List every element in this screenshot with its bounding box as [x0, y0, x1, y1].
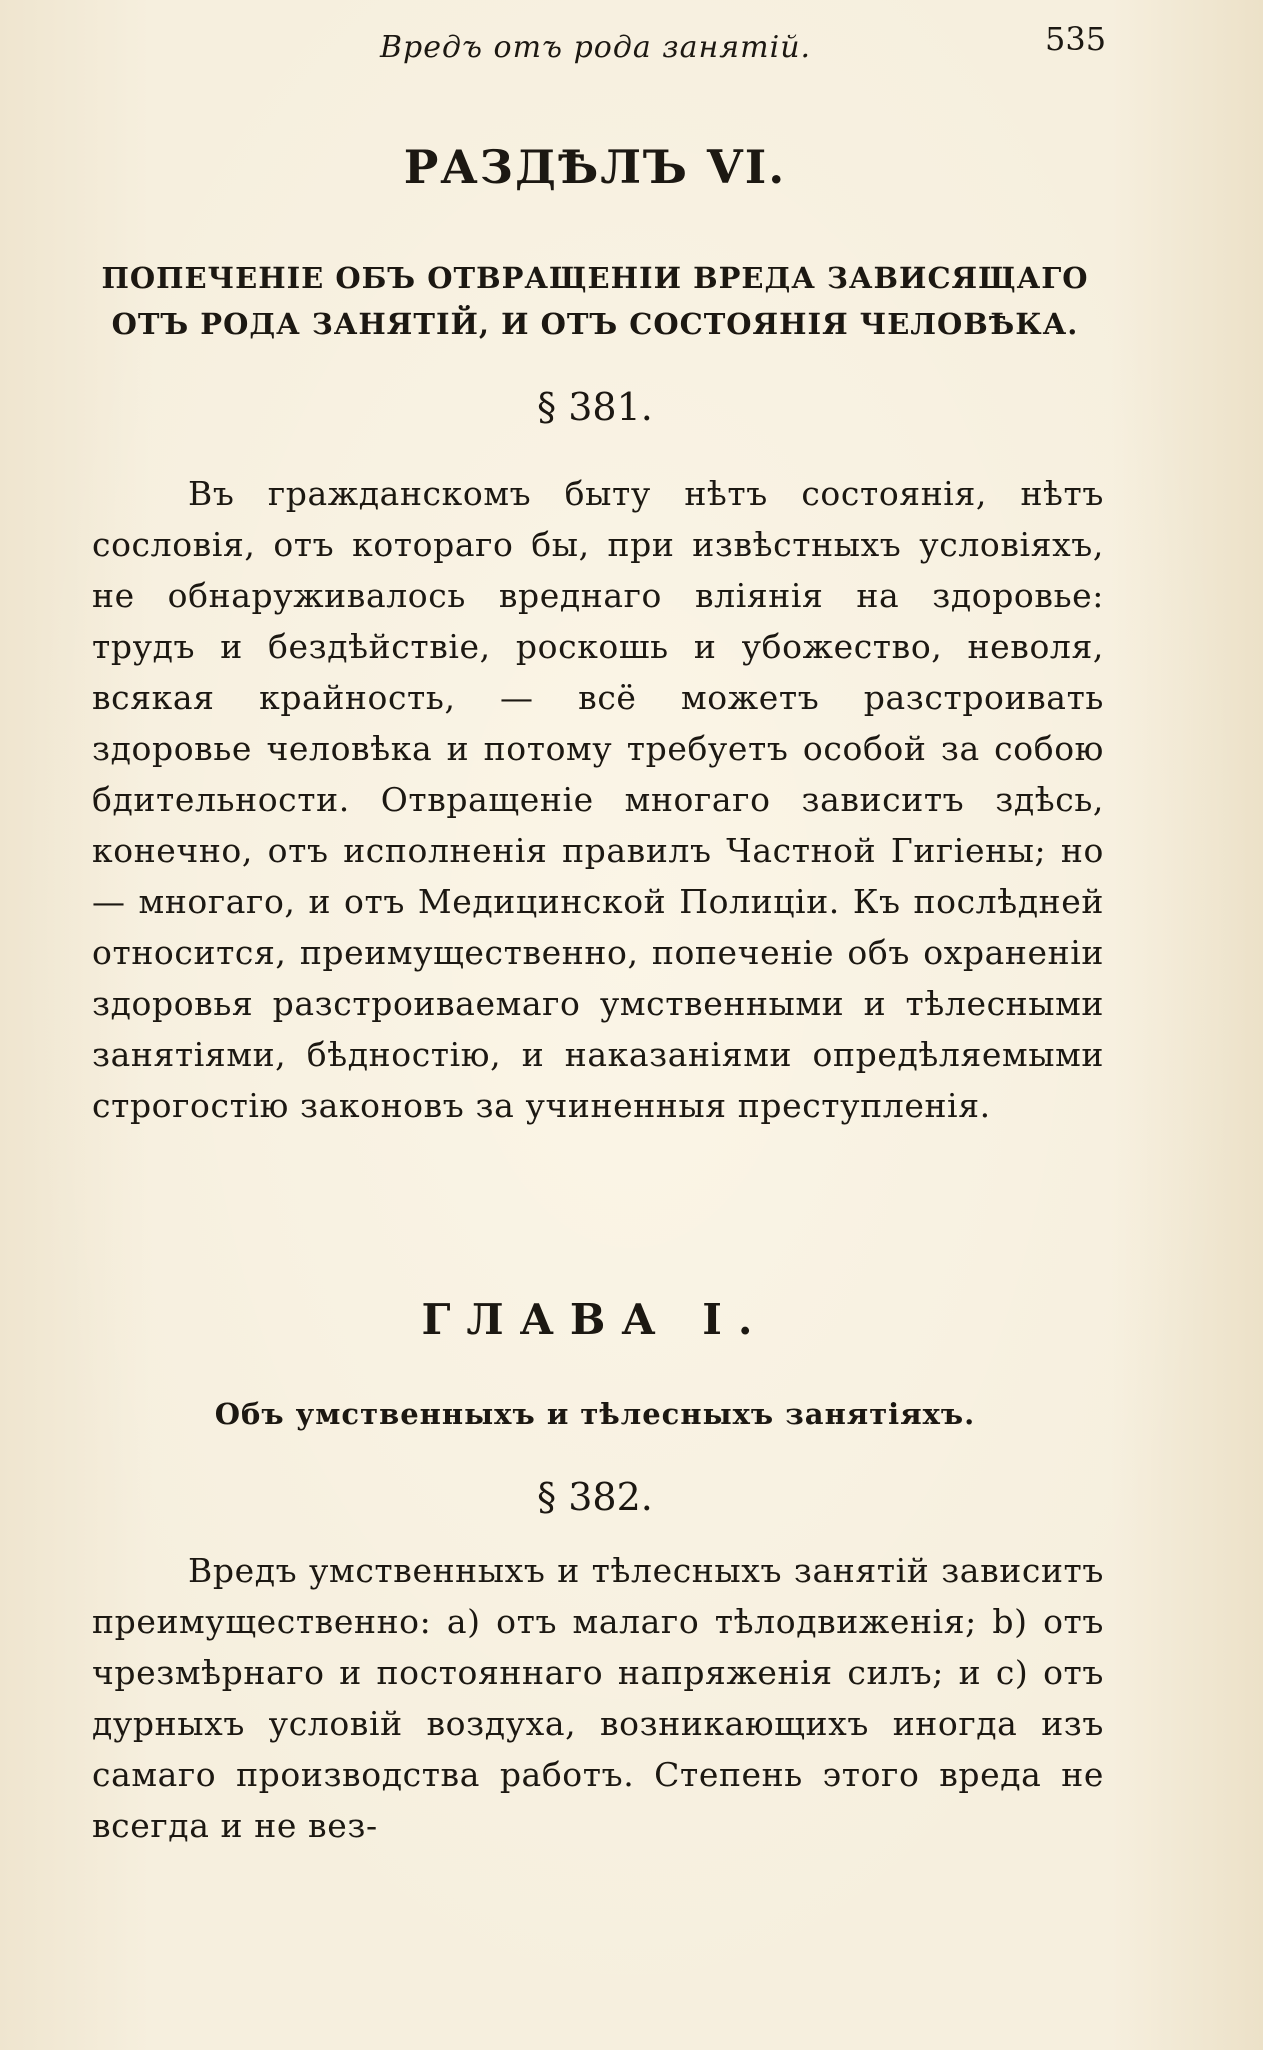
page-number: 535 [1045, 20, 1107, 58]
paragraph-381-text: Въ гражданскомъ быту нѣтъ состоянія, нѣтъ сословія, отъ котораго бы, при извѣстныхъ условіяхъ, не обнаруживалось вреднаго вліянія на здоровье: трудъ и бездѣйствіе, роскошь и убожество, неволя, всякая крайность, — всё можетъ разстроивать здоровье человѣка и потому требуетъ особой за собою бдительности. Отвращеніе многаго зависитъ здѣсь, конечно, отъ исполненія правилъ Частной Гигіены; но — многаго, и отъ Медицинской Полиціи. Къ послѣдней относится, преимущественно, попеченіе объ охраненіи здоровья разстроиваемаго умственными и тѣлесными занятіями, бѣдностію, и наказаніями опредѣляемыми строгостію законовъ за учиненныя преступленія. [92, 474, 1104, 1125]
section-subtitle-line-1: ПОПЕЧЕНІЕ ОБЪ ОТВРАЩЕНІИ ВРЕДА ЗАВИСЯЩАГО [101, 261, 1089, 295]
chapter-title: ГЛАВА I. [421, 1295, 769, 1344]
paragraph-number-381: § 381. [537, 385, 653, 429]
section-subtitle-line-2: ОТЪ РОДА ЗАНЯТІЙ, И ОТЪ СОСТОЯНІЯ ЧЕЛОВѢКА. [111, 307, 1079, 341]
section-title: РАЗДѢЛЪ VI. [403, 140, 787, 194]
paragraph-number-382: § 382. [537, 1475, 653, 1519]
chapter-subtitle: Объ умственныхъ и тѣлесныхъ занятіяхъ. [214, 1397, 976, 1431]
paragraph-382-text: Вредъ умственныхъ и тѣлесныхъ занятій зависитъ преимущественно: a) отъ малаго тѣлодвиженія; b) отъ чрезмѣрнаго и постояннаго напряженія силъ; и c) отъ дурныхъ условій воздуха, возникающихъ иногда изъ самаго производства работъ. Степень этого вреда не всегда и не вез- [92, 1551, 1104, 1845]
section-subtitle [90, 255, 1100, 347]
running-head: Вредъ отъ рода занятій. [380, 30, 812, 65]
